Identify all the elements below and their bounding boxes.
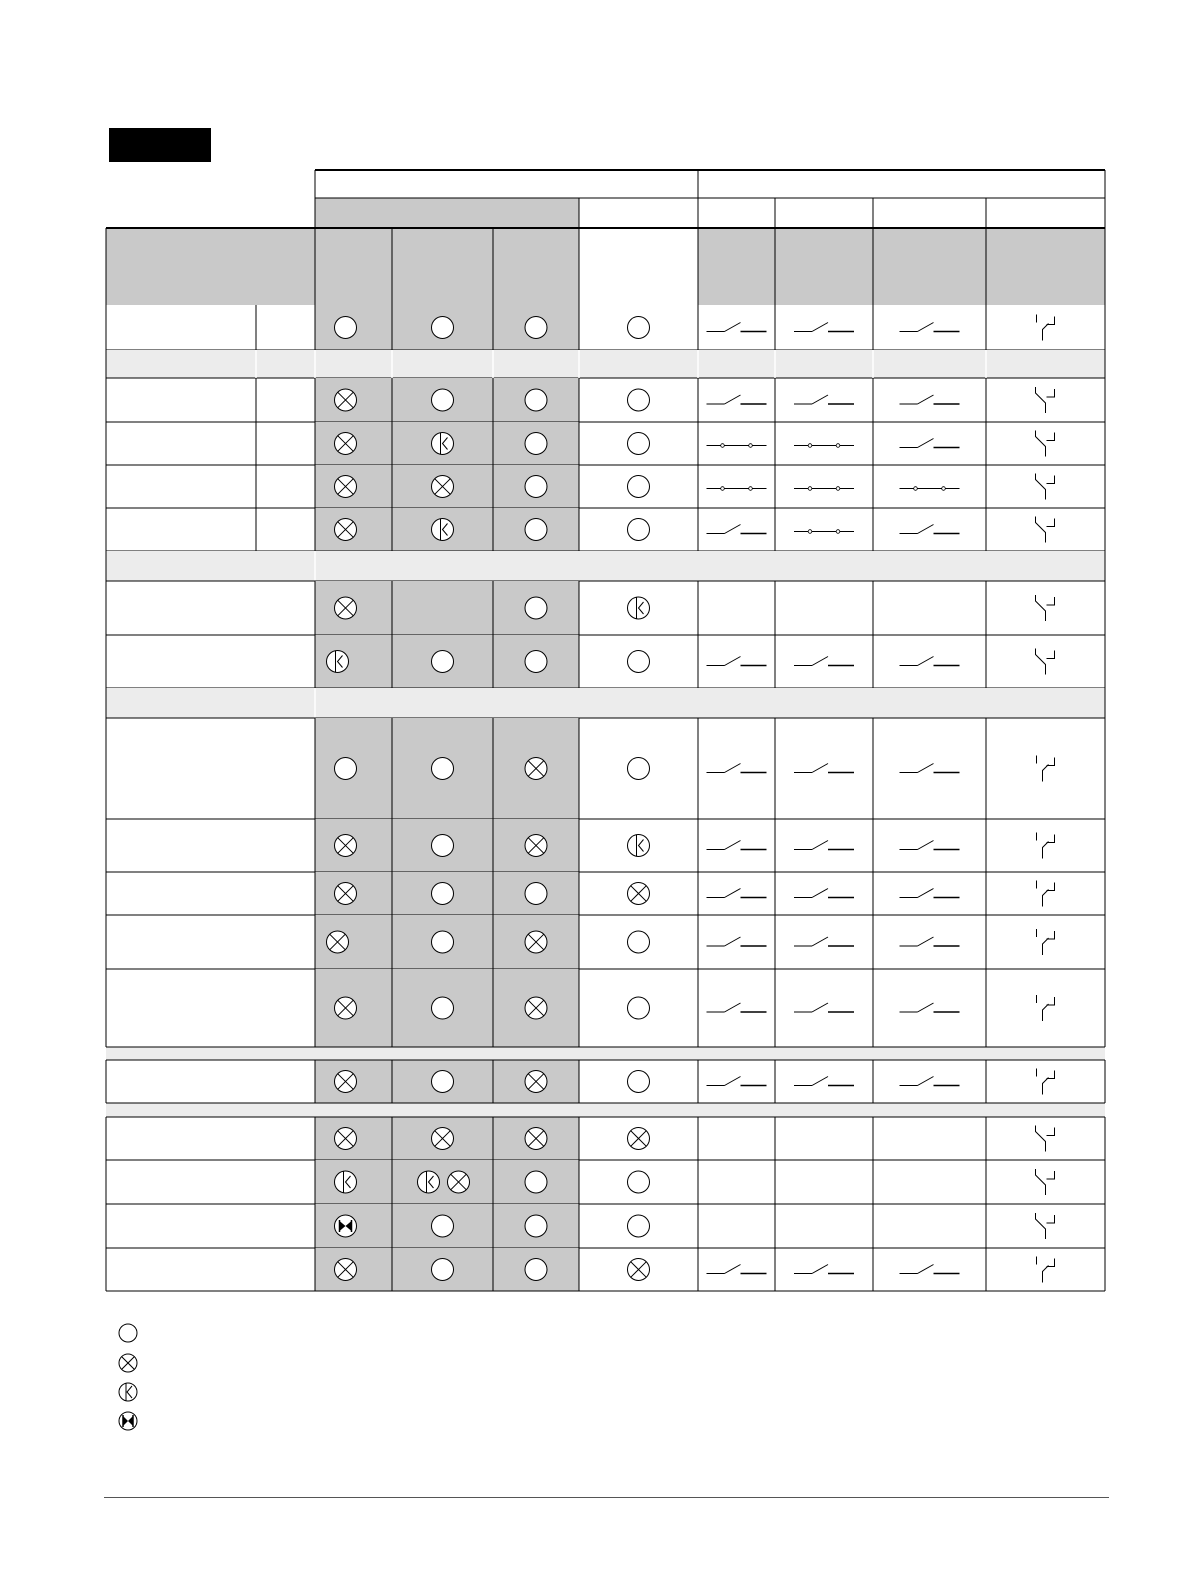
- switch-open-icon: [707, 1003, 767, 1012]
- switch-open-icon: [794, 1003, 854, 1012]
- relay-contact-icon: [1037, 1069, 1055, 1095]
- circle-flash-icon: [335, 1171, 357, 1193]
- circle-empty-icon: [525, 1259, 547, 1281]
- switch-open-icon: [900, 1265, 960, 1274]
- switch-open-icon: [707, 1265, 767, 1274]
- switch-open-icon: [707, 937, 767, 946]
- switch-closed-icon: [707, 487, 767, 491]
- circle-x-icon: [327, 931, 349, 953]
- switch-closed-icon: [794, 487, 854, 491]
- circle-x-icon: [335, 835, 357, 857]
- circle-empty-icon: [628, 433, 650, 455]
- circle-x-icon: [525, 997, 547, 1019]
- circle-x-icon: [432, 476, 454, 498]
- table-row: [106, 819, 1105, 872]
- switch-closed-icon: [794, 530, 854, 534]
- switch-open-icon: [794, 841, 854, 850]
- switch-open-icon: [900, 1077, 960, 1086]
- table-row: [106, 872, 1105, 915]
- table-row: [106, 378, 1105, 422]
- relay-transfer-icon: [1036, 474, 1055, 500]
- circle-x-icon: [525, 1128, 547, 1150]
- circle-empty-icon: [628, 1215, 650, 1237]
- circle-empty-icon: [335, 758, 357, 780]
- switch-open-icon: [900, 525, 960, 534]
- circle-x-icon: [335, 519, 357, 541]
- circle-empty-icon: [628, 476, 650, 498]
- legend-circle-x-icon: [116, 1351, 140, 1375]
- switch-open-icon: [900, 439, 960, 448]
- relay-transfer-icon: [1036, 1169, 1055, 1195]
- circle-x-icon: [525, 931, 547, 953]
- circle-x-icon: [335, 476, 357, 498]
- circle-empty-icon: [432, 1215, 454, 1237]
- circle-empty-icon: [432, 931, 454, 953]
- circle-empty-icon: [432, 1259, 454, 1281]
- switch-open-icon: [900, 395, 960, 404]
- table-gap: [106, 1103, 1105, 1117]
- table-row: [106, 422, 1105, 465]
- circle-x-icon: [525, 835, 547, 857]
- circle-empty-icon: [628, 519, 650, 541]
- switch-open-icon: [900, 841, 960, 850]
- switch-closed-icon: [707, 444, 767, 448]
- table-row: [106, 1204, 1105, 1248]
- switch-open-icon: [794, 889, 854, 898]
- relay-transfer-icon: [1036, 431, 1055, 457]
- circle-flash-icon: [432, 433, 454, 455]
- switch-open-icon: [900, 657, 960, 666]
- circle-empty-icon: [525, 597, 547, 619]
- switch-open-icon: [900, 1003, 960, 1012]
- circle-empty-icon: [432, 317, 454, 339]
- circle-flash-icon: [432, 519, 454, 541]
- table-row: [106, 1248, 1105, 1291]
- table-row: [106, 305, 1105, 350]
- circle-empty-icon: [525, 476, 547, 498]
- circle-empty-icon: [525, 651, 547, 673]
- circle-empty-icon: [525, 883, 547, 905]
- switch-open-icon: [900, 323, 960, 332]
- table-row: [106, 465, 1105, 508]
- switch-closed-icon: [900, 487, 960, 491]
- relay-contact-icon: [1037, 881, 1055, 907]
- table-section-row: [106, 551, 1105, 581]
- circle-bowtie-icon: [335, 1215, 357, 1237]
- relay-contact-icon: [1037, 995, 1055, 1021]
- table-row: [106, 581, 1105, 635]
- circle-empty-icon: [432, 389, 454, 411]
- circle-empty-icon: [525, 389, 547, 411]
- table-row: [106, 718, 1105, 819]
- circle-x-icon: [432, 1128, 454, 1150]
- circle-empty-icon: [525, 1171, 547, 1193]
- table-gap: [106, 1047, 1105, 1060]
- legend-circle-empty-icon: [116, 1321, 140, 1345]
- circle-empty-icon: [628, 651, 650, 673]
- switch-open-icon: [707, 657, 767, 666]
- switch-open-icon: [794, 1077, 854, 1086]
- circle-empty-icon: [628, 997, 650, 1019]
- circle-empty-icon: [525, 519, 547, 541]
- header-condition-cell: [106, 228, 315, 305]
- circle-x-icon: [628, 1128, 650, 1150]
- relay-transfer-icon: [1036, 595, 1055, 621]
- switch-open-icon: [707, 395, 767, 404]
- circle-x-icon: [335, 1071, 357, 1093]
- circle-x-icon: [525, 758, 547, 780]
- circle-flash-icon: [327, 651, 349, 673]
- table-row: [106, 1117, 1105, 1160]
- switch-open-icon: [707, 889, 767, 898]
- table-row: [106, 915, 1105, 969]
- circle-x-icon: [335, 597, 357, 619]
- circle-empty-icon: [628, 1071, 650, 1093]
- circle-empty-icon: [525, 1215, 547, 1237]
- circle-x-icon: [335, 1128, 357, 1150]
- switch-open-icon: [707, 764, 767, 773]
- circle-empty-icon: [628, 1171, 650, 1193]
- circle-x-icon: [335, 389, 357, 411]
- relay-transfer-icon: [1036, 1126, 1055, 1152]
- switch-open-icon: [900, 889, 960, 898]
- footer-rule: [104, 1497, 1109, 1498]
- relay-contact-icon: [1037, 833, 1055, 859]
- circle-x-icon: [628, 883, 650, 905]
- switch-open-icon: [794, 937, 854, 946]
- switch-open-icon: [794, 323, 854, 332]
- relay-contact-icon: [1037, 756, 1055, 782]
- switch-open-icon: [794, 1265, 854, 1274]
- switch-closed-icon: [794, 444, 854, 448]
- circle-x-icon: [335, 433, 357, 455]
- circle-empty-icon: [432, 883, 454, 905]
- relay-contact-icon: [1037, 315, 1055, 341]
- circle-empty-icon: [432, 997, 454, 1019]
- switch-open-icon: [707, 841, 767, 850]
- circle-empty-icon: [628, 317, 650, 339]
- switch-open-icon: [794, 764, 854, 773]
- relay-transfer-icon: [1036, 649, 1055, 675]
- table-section-row: [106, 688, 1105, 718]
- header-relay-cols: [698, 228, 1105, 305]
- circle-empty-icon: [432, 1071, 454, 1093]
- table-row: [106, 1160, 1105, 1204]
- relay-transfer-icon: [1036, 1213, 1055, 1239]
- relay-contact-icon: [1037, 929, 1055, 955]
- circle-empty-icon: [525, 433, 547, 455]
- switch-open-icon: [707, 323, 767, 332]
- circle-flash-icon: [628, 597, 650, 619]
- relay-contact-icon: [1037, 1257, 1055, 1283]
- circle-empty-icon: [432, 651, 454, 673]
- circle-x-icon: [628, 1259, 650, 1281]
- table-row: [106, 635, 1105, 688]
- circle-empty-icon: [432, 758, 454, 780]
- circle-x-icon: [335, 1259, 357, 1281]
- switch-open-icon: [900, 764, 960, 773]
- legend-circle-bowtie-icon: [116, 1409, 140, 1433]
- legend-circle-flash-icon: [116, 1380, 140, 1404]
- relay-transfer-icon: [1036, 387, 1055, 413]
- switch-open-icon: [794, 657, 854, 666]
- circle-empty-icon: [335, 317, 357, 339]
- table-row: [106, 1060, 1105, 1103]
- switch-open-icon: [900, 937, 960, 946]
- circle-empty-icon: [628, 389, 650, 411]
- circle-x-icon: [335, 883, 357, 905]
- header-lamp-group: [315, 198, 579, 228]
- table-row: [106, 508, 1105, 551]
- circle-flash-icon: [628, 835, 650, 857]
- circle-x-icon: [335, 997, 357, 1019]
- circle-empty-icon: [432, 835, 454, 857]
- table-row: [106, 969, 1105, 1047]
- header-lamp-cols: [315, 228, 579, 305]
- switch-open-icon: [794, 395, 854, 404]
- circle-x-icon: [525, 1071, 547, 1093]
- circle-empty-icon: [525, 317, 547, 339]
- switch-open-icon: [707, 525, 767, 534]
- relay-transfer-icon: [1036, 517, 1055, 543]
- switch-open-icon: [707, 1077, 767, 1086]
- circle-empty-icon: [628, 758, 650, 780]
- circle-empty-icon: [628, 931, 650, 953]
